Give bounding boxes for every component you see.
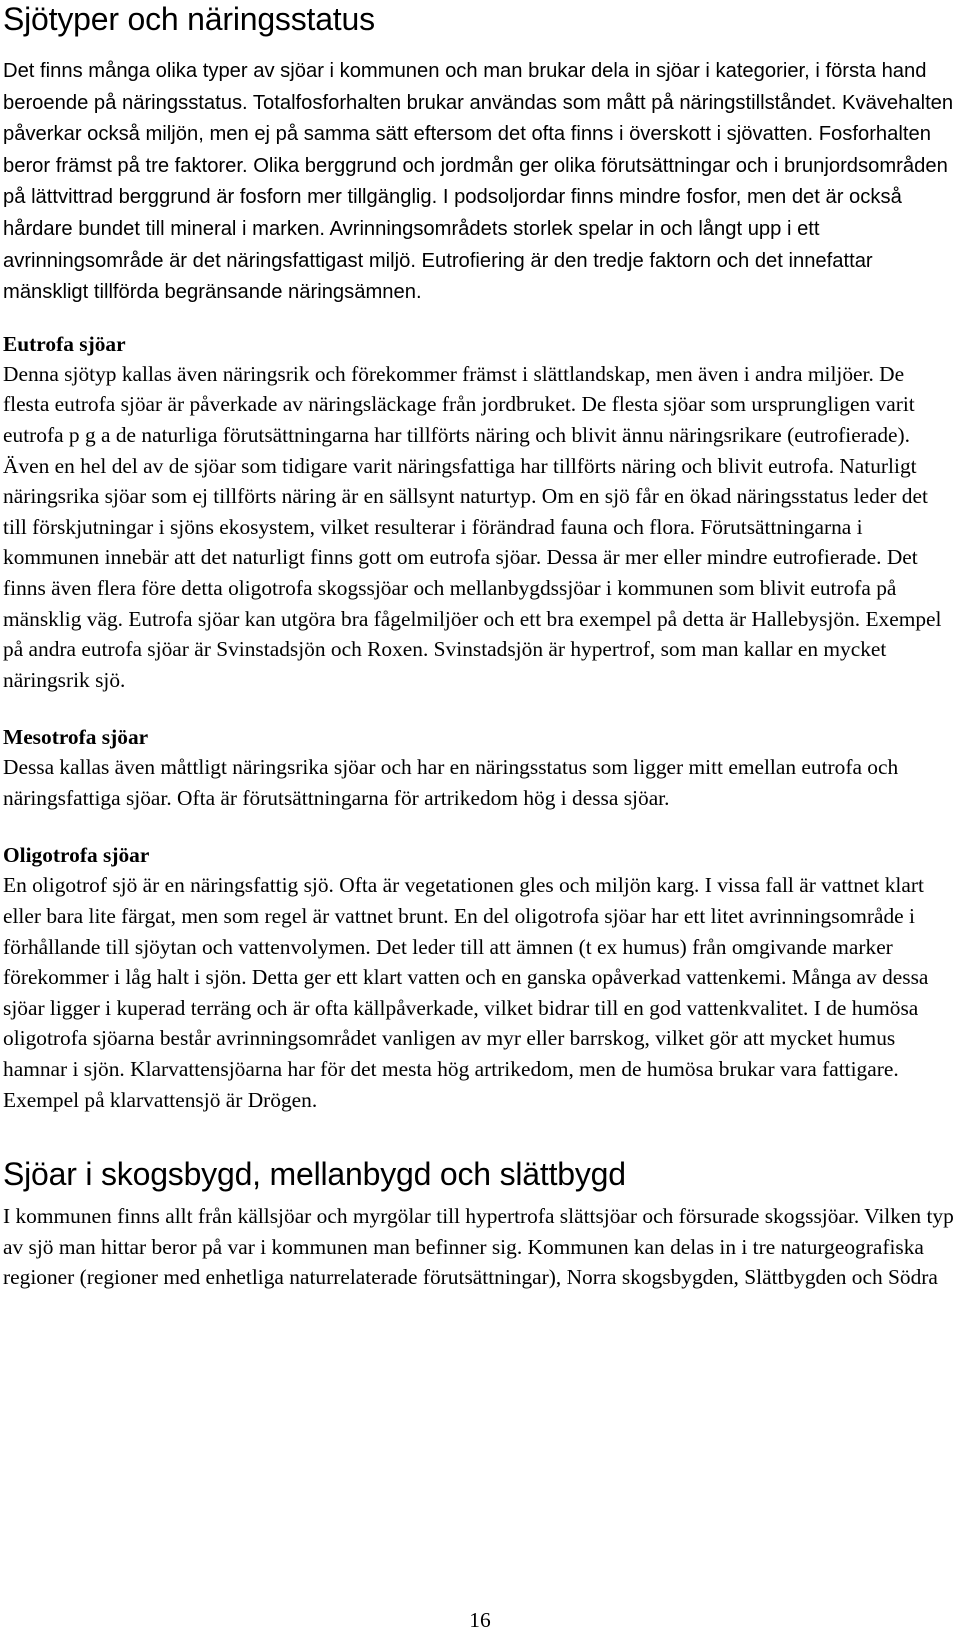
heading-sjoar-i-bygder: Sjöar i skogsbygd, mellanbygd och slättbygd — [3, 1156, 626, 1193]
section-title-mesotrofa: Mesotrofa sjöar — [3, 725, 149, 750]
section-oligotrofa — [3, 840, 955, 1115]
section-title-oligotrofa: Oligotrofa sjöar — [3, 843, 150, 868]
heading-sjotyper: Sjötyper och näringsstatus — [3, 1, 375, 37]
section-mesotrofa — [3, 722, 955, 813]
section-text-mesotrofa: Dessa kallas även måttligt näringsrika sjöar och har en näringsstatus som ligger mitt emellan eutrofa och näringsfattiga sjöar. Ofta är förutsättningarna för artrikedom hög i dessa sjöar. — [3, 755, 899, 810]
section-text-eutrofa: Denna sjötyp kallas även näringsrik och förekommer främst i slättlandskap, men även i andra miljöer. De flesta eutrofa sjöar är påverkade av näringsläckage från jordbruket. De flesta sjöar som ursprungligen varit eutrofa p g a de naturliga förutsättningarna har tillförts näring och blivit ännu näringsrikare (eutrofierade). Även en hel del av de sjöar som tidigare varit näringsfattiga har tillförts näring och blivit eutrofa. Naturligt näringsrika sjöar som ej tillförts näring är en sällsynt naturtyp. Om en sjö får en ökad näringsstatus leder det till förskjutningar i sjöns ekosystem, vilket resulterar i förändrad fauna och flora. Förutsättningarna i kommunen innebär att det naturligt finns gott om eutrofa sjöar. Dessa är mer eller mindre eutrofierade. Det finns även flera före detta oligotrofa skogssjöar och mellanbygdssjöar i kommunen som blivit eutrofa på mänsklig väg. Eutrofa sjöar kan utgöra bra fågelmiljöer och ett bra exempel på detta är Hallebysjön. Exempel på andra eutrofa sjöar är Svinstadsjön och Roxen. Svinstadsjön är hypertrof, som man kallar en mycket näringsrik sjö. — [3, 361, 942, 692]
page-number: 16 — [469, 1608, 491, 1632]
page-content — [3, 0, 955, 1293]
section-text-oligotrofa: En oligotrof sjö är en näringsfattig sjö. Ofta är vegetationen gles och miljön karg. I vissa fall är vattnet klart eller bara lite färgat, men som regel är vattnet brunt. En del oligotrofa sjöar har ett litet avrinningsområde i förhållande till sjöytan och vattenvolymen. Det leder till att ämnen (t ex humus) från omgivande marker förekommer i låg halt i sjön. Detta ger ett klart vatten och en ganska opåverkad vattenkemi. Många av dessa sjöar ligger i kuperad terräng och är ofta källpåverkade, vilket bidrar till en god vattenkvalitet. I de humösa oligotrofa sjöarna består avrinningsområdet vanligen av myr eller barrskog, vilket gör att mycket humus hamnar i sjön. Klarvattensjöarna har för det mesta hög artrikedom, men de humösa brukar vara fattigare. Exempel på klarvattensjö är Drögen. — [3, 873, 929, 1112]
section-eutrofa — [3, 329, 955, 696]
section-title-eutrofa: Eutrofa sjöar — [3, 331, 126, 356]
intro-sans-text: Det finns många olika typer av sjöar i kommunen och man brukar dela in sjöar i kategorier, i första hand beroende på näringsstatus. Totalfosforhalten brukar användas som mått på näringstillståndet. Kvävehalten påverkar också miljön, men ej på samma sätt eftersom det ofta finns i överskott i sjövatten. Fosforhalten beror främst på tre faktorer. Olika berggrund och jordmån ger olika förutsättningar och i brunjordsområden på lättvittrad berggrund är fosforn mer tillgänglig. I podsoljordar finns mindre fosfor, men det är också hårdare bundet till mineral i marken. Avrinningsområdets storlek spelar in och långt upp i ett avrinningsområde är det näringsfattigast miljö. Eutrofiering är den tredje faktorn och det innefattar mänskligt tillförda begränsande näringsämnen. — [3, 60, 954, 304]
paragraph-bygder: I kommunen finns allt från källsjöar och myrgölar till hypertrofa slättsjöar och försurade skogssjöar. Vilken typ av sjö man hittar beror på var i kommunen man befinner sig. Kommunen kan delas in i tre naturgeografiska regioner (regioner med enhetliga naturrelaterade förutsättningar), Norra skogsbygden, Slättbygden och Södra — [3, 1204, 954, 1290]
intro-paragraph — [3, 55, 955, 308]
